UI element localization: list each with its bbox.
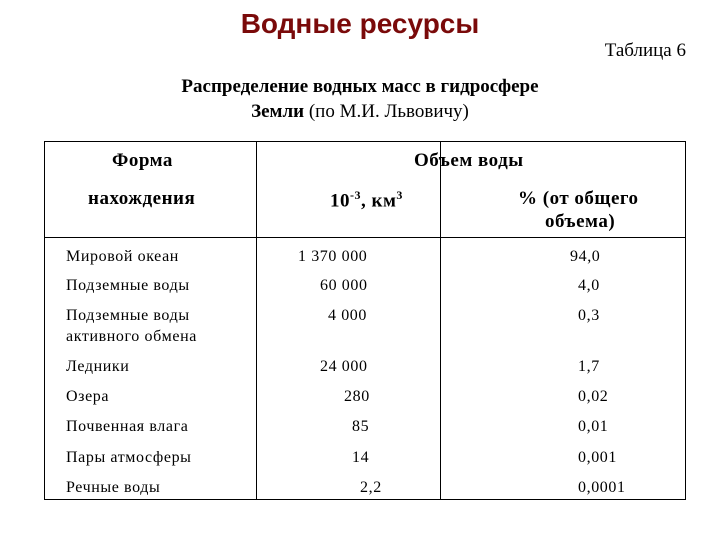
column-divider-2: [440, 141, 441, 500]
row-1-percent: 94,0: [570, 248, 601, 265]
row-7-name: Пары атмосферы: [66, 449, 192, 466]
row-5-volume: 280: [344, 388, 370, 405]
column-divider-1: [256, 141, 257, 500]
row-7-volume: 14: [352, 449, 370, 466]
row-6-volume: 85: [352, 418, 370, 435]
row-4-percent: 1,7: [578, 358, 600, 375]
header-form-line-1: Форма: [112, 150, 173, 171]
unit-km: , км: [361, 190, 397, 212]
row-3-name-line-2: активного обмена: [66, 328, 197, 345]
row-4-name: Ледники: [66, 358, 130, 375]
row-4-volume: 24 000: [320, 358, 368, 375]
caption-line-1: Распределение водных масс в гидросфере: [181, 76, 539, 97]
row-3-percent: 0,3: [578, 307, 600, 324]
header-percent-line-1: % (от общего: [518, 188, 639, 209]
row-8-volume: 2,2: [360, 479, 382, 496]
row-8-name: Речные воды: [66, 479, 161, 496]
row-7-percent: 0,001: [578, 449, 617, 466]
row-3-volume: 4 000: [328, 307, 367, 324]
row-2-name: Подземные воды: [66, 277, 190, 294]
unit-exponent: -3: [350, 188, 361, 202]
caption-line-2-rest: (по М.И. Львовичу): [304, 101, 469, 122]
row-1-volume: 1 370 000: [298, 248, 368, 265]
unit-km-exponent: 3: [396, 188, 403, 202]
row-3-name: Подземные воды: [66, 307, 190, 324]
row-5-percent: 0,02: [578, 388, 609, 405]
row-6-name: Почвенная влага: [66, 418, 189, 435]
table-caption: [0, 74, 720, 124]
slide-title: Водные ресурсы: [240, 8, 480, 39]
row-6-percent: 0,01: [578, 418, 609, 435]
header-volume: Объем воды: [414, 150, 524, 171]
header-form-line-2: нахождения: [88, 188, 196, 209]
caption-line-2-bold: Земли: [251, 101, 305, 122]
row-2-volume: 60 000: [320, 277, 368, 294]
row-8-percent: 0,0001: [578, 479, 626, 496]
row-1-name: Мировой океан: [66, 248, 179, 265]
unit-base: 10: [330, 190, 350, 212]
caption-line-2: [0, 99, 720, 124]
header-unit: [330, 188, 403, 212]
row-5-name: Озера: [66, 388, 110, 405]
header-divider: [44, 237, 686, 238]
header-percent-line-2: объема): [545, 211, 616, 232]
table-number: Таблица 6: [604, 40, 686, 61]
row-2-percent: 4,0: [578, 277, 600, 294]
